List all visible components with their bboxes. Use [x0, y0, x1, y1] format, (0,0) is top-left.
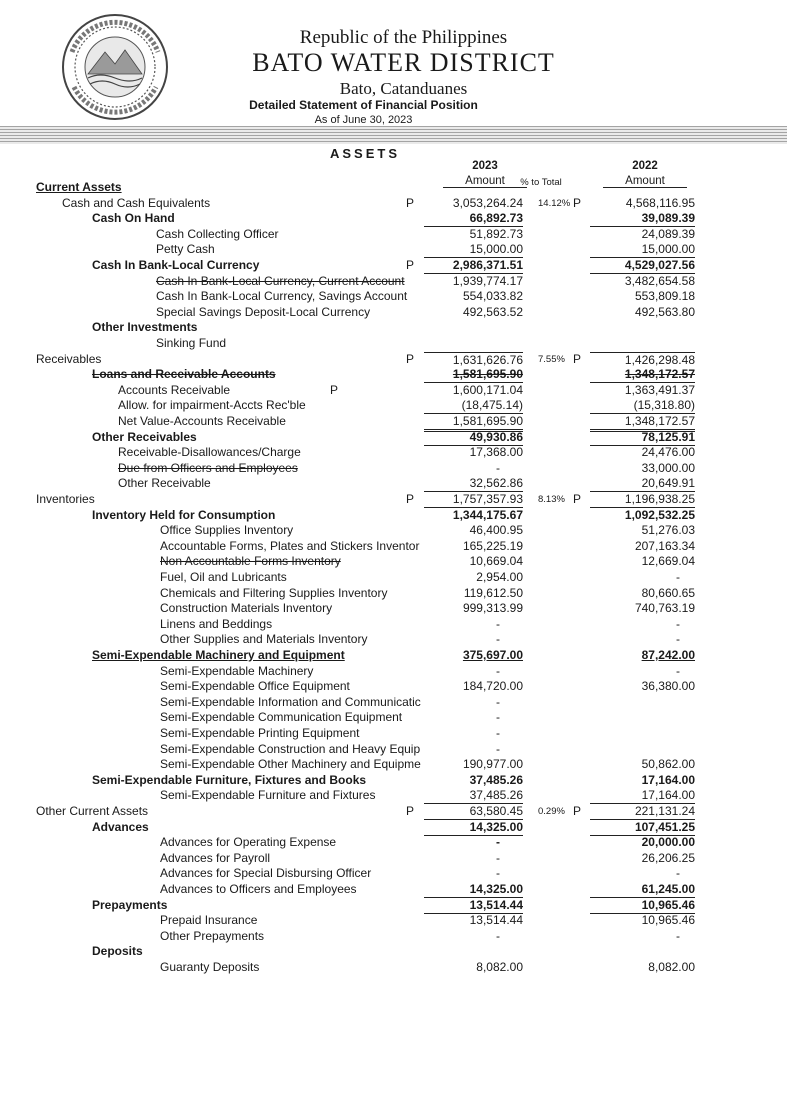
- amount-2023: 1,600,171.04: [452, 382, 523, 397]
- amount-2022: 17,164.00: [590, 788, 695, 804]
- amount-2023: 49,930.86: [424, 430, 523, 446]
- row-label: Cash Collecting Officer: [156, 226, 279, 241]
- amount-2022: -: [676, 632, 680, 647]
- amount-2023: -: [496, 726, 500, 740]
- amount-2023: 1,581,695.90: [424, 367, 523, 383]
- statement-row: [0, 664, 787, 679]
- amount-2022: 17,164.00: [641, 772, 695, 787]
- pct-to-total: 7.55%: [538, 353, 565, 365]
- amount-2023: 63,580.45: [424, 804, 523, 820]
- row-label: Inventory Held for Consumption: [92, 507, 276, 522]
- statement-row: [0, 866, 787, 881]
- amount-2023: 184,720.00: [462, 679, 523, 694]
- statement-row: [0, 757, 787, 772]
- row-label: Other Receivables: [92, 429, 197, 444]
- amount-2023: 37,485.26: [469, 772, 523, 787]
- amount-2022: 4,568,116.95: [625, 195, 695, 210]
- amount-2022: 24,089.39: [641, 226, 695, 241]
- peso-sign-2023: P: [330, 382, 339, 397]
- row-label: Non Accountable Forms Inventory: [160, 554, 341, 569]
- peso-sign-2022: P: [573, 351, 582, 366]
- statement-row: [0, 414, 787, 429]
- statement-row: [0, 258, 787, 273]
- row-label: Fuel, Oil and Lubricants: [160, 570, 287, 584]
- amount-2023: 492,563.52: [462, 304, 523, 319]
- amount-2023: 14,325.00: [424, 882, 523, 898]
- row-label: Semi-Expendable Office Equipment: [160, 679, 350, 694]
- statement-row: [0, 742, 787, 757]
- statement-row: [0, 788, 787, 803]
- statement-row: [0, 648, 787, 663]
- amount-2022: 553,809.18: [634, 289, 695, 304]
- amount-2022: 20,000.00: [641, 835, 695, 850]
- statement-row: [0, 508, 787, 523]
- row-label: Loans and Receivable Accounts: [92, 367, 276, 382]
- pct-to-total-header: % to Total: [520, 177, 562, 188]
- row-label: Inventories: [36, 492, 95, 506]
- amount-2023: 66,892.73: [424, 211, 523, 227]
- statement-row: [0, 944, 787, 959]
- amount-2022: 1,348,172.57: [590, 367, 695, 383]
- statement-row: [0, 398, 787, 413]
- year-2022-header: 2022: [632, 160, 658, 172]
- amount-2022: 20,649.91: [590, 476, 695, 492]
- amount-2023: -: [496, 741, 500, 756]
- amount-2023: -: [496, 866, 500, 881]
- amount-2023: -: [496, 632, 500, 647]
- amount-2023: 51,892.73: [469, 226, 523, 241]
- statement-row: [0, 523, 787, 538]
- row-label: Net Value-Accounts Receivable: [118, 414, 286, 428]
- row-label: Office Supplies Inventory: [160, 523, 294, 538]
- peso-sign-2023: P: [406, 258, 415, 272]
- amount-2022: 33,000.00: [641, 460, 695, 475]
- row-label: Cash In Bank-Local Currency, Current Account: [156, 273, 405, 288]
- amount-2022: 107,451.25: [590, 820, 695, 836]
- amount-2022: 207,163.34: [634, 538, 695, 553]
- amount-2023: -: [496, 616, 500, 631]
- row-label: Semi-Expendable Communication Equipment: [160, 710, 403, 725]
- amount-2023: 1,581,695.90: [424, 414, 523, 432]
- amount-2023: -: [496, 663, 500, 678]
- amount-2023: 13,514.44: [424, 898, 523, 914]
- peso-sign-2023: P: [406, 804, 415, 818]
- row-label: Construction Materials Inventory: [160, 601, 333, 616]
- row-label: Semi-Expendable Machinery: [160, 663, 314, 678]
- amount-2023-header: Amount: [443, 175, 527, 188]
- amount-2023: 1,344,175.67: [452, 507, 523, 522]
- statement-row: [0, 367, 787, 382]
- statement-row: [0, 305, 787, 320]
- amount-2022: -: [676, 663, 680, 678]
- amount-2022: -: [676, 616, 680, 631]
- row-label: Accounts Receivable: [118, 382, 231, 397]
- row-label: Cash On Hand: [92, 211, 175, 226]
- row-label: Receivables: [36, 351, 102, 366]
- amount-2023: 554,033.82: [462, 289, 523, 304]
- amount-2023: 8,082.00: [476, 960, 523, 974]
- statement-row: [0, 929, 787, 944]
- amount-2023: 15,000.00: [424, 242, 523, 258]
- statement-row: [0, 227, 787, 242]
- amount-2023: -: [496, 694, 500, 709]
- row-label: Cash and Cash Equivalents: [62, 195, 211, 210]
- amount-2022: 221,131.24: [590, 804, 695, 820]
- statement-row: [0, 695, 787, 710]
- amount-2023: 32,562.86: [424, 476, 523, 492]
- amount-2023: 190,977.00: [462, 757, 523, 772]
- statement-row: [0, 274, 787, 289]
- amount-2022: 50,862.00: [641, 757, 695, 772]
- amount-2022: (15,318.80): [590, 398, 695, 414]
- row-label: Petty Cash: [156, 242, 215, 257]
- statement-row: [0, 820, 787, 835]
- amount-2023: 165,225.19: [462, 538, 523, 553]
- amount-2023: 1,631,626.76: [424, 352, 523, 368]
- statement-row: [0, 445, 787, 460]
- amount-2023: -: [496, 835, 500, 850]
- amount-2022: 1,426,298.48: [590, 352, 695, 368]
- amount-2023: 13,514.44: [469, 913, 523, 928]
- row-label: Chemicals and Filtering Supplies Inventory: [160, 585, 388, 600]
- peso-sign-2022: P: [573, 804, 582, 818]
- statement-row: [0, 196, 787, 211]
- row-label: Semi-Expendable Furniture, Fixtures and Books: [92, 772, 367, 787]
- amount-2022: 15,000.00: [590, 242, 695, 258]
- peso-sign-2023: P: [406, 195, 415, 210]
- statement-row: [0, 289, 787, 304]
- amount-2023: 2,954.00: [476, 570, 523, 584]
- amount-2023: 375,697.00: [462, 648, 523, 662]
- amount-2023: 999,313.99: [462, 601, 523, 616]
- header-country: Republic of the Philippines: [299, 27, 508, 48]
- amount-2023: -: [496, 460, 500, 475]
- row-label: Semi-Expendable Construction and Heavy Equip: [160, 741, 421, 756]
- pct-to-total: 14.12%: [538, 197, 571, 209]
- statement-title: Detailed Statement of Financial Position: [249, 98, 478, 112]
- statement-row: [0, 960, 787, 975]
- peso-sign-2023: P: [406, 351, 415, 366]
- row-label: Cash In Bank-Local Currency: [92, 258, 260, 272]
- row-label: Prepaid Insurance: [160, 913, 258, 928]
- statement-row: [0, 804, 787, 819]
- statement-row: [0, 835, 787, 850]
- statement-row: [0, 882, 787, 897]
- amount-2023: 10,669.04: [469, 554, 523, 569]
- row-label: Guaranty Deposits: [160, 960, 260, 974]
- statement-row: [0, 180, 787, 195]
- row-label: Other Investments: [92, 320, 198, 335]
- statement-row: [0, 851, 787, 866]
- row-label: Advances to Officers and Employees: [160, 882, 357, 896]
- peso-sign-2023: P: [406, 492, 415, 506]
- amount-2023: (18,475.14): [424, 398, 523, 414]
- amount-2022: 12,669.04: [641, 554, 695, 569]
- amount-2023: 1,757,357.93: [424, 492, 523, 508]
- statement-row: [0, 476, 787, 491]
- statement-row: [0, 617, 787, 632]
- amount-2022: 1,092,532.25: [624, 507, 695, 522]
- statement-row: [0, 461, 787, 476]
- row-label: Linens and Beddings: [160, 616, 273, 631]
- statement-row: [0, 336, 787, 351]
- amount-2022: -: [676, 570, 680, 584]
- statement-row: [0, 601, 787, 616]
- amount-2022: 492,563.80: [634, 304, 695, 319]
- statement-row: [0, 773, 787, 788]
- row-label: Semi-Expendable Information and Communicatic: [160, 694, 421, 709]
- amount-2023: 17,368.00: [469, 445, 523, 460]
- amount-2023: -: [496, 710, 500, 725]
- amount-2023: 1,939,774.17: [452, 273, 523, 288]
- statement-row: [0, 913, 787, 928]
- row-label: Semi-Expendable Machinery and Equipment: [92, 648, 345, 662]
- amount-2022-header: Amount: [603, 175, 687, 188]
- amount-2022: 3,482,654.58: [624, 273, 695, 288]
- row-label: Other Supplies and Materials Inventory: [160, 632, 368, 647]
- amount-2022: -: [676, 928, 680, 943]
- statement-row: [0, 570, 787, 585]
- amount-2022: 78,125.91: [590, 430, 695, 446]
- amount-2022: 740,763.19: [634, 601, 695, 616]
- amount-2022: -: [676, 866, 680, 881]
- amount-2023: 2,986,371.51: [424, 258, 523, 274]
- statement-row: [0, 539, 787, 554]
- amount-2022: 87,242.00: [641, 648, 695, 662]
- row-label: Cash In Bank-Local Currency, Savings Account: [156, 289, 408, 304]
- pct-to-total: 0.29%: [538, 806, 565, 817]
- row-label: Deposits: [92, 944, 143, 959]
- row-label: Allow. for impairment-Accts Rec'ble: [118, 398, 306, 413]
- statement-row: [0, 726, 787, 741]
- row-label: Advances for Operating Expense: [160, 835, 337, 850]
- row-label: Special Savings Deposit-Local Currency: [156, 304, 371, 319]
- amount-2022: 80,660.65: [641, 585, 695, 600]
- row-label: Semi-Expendable Furniture and Fixtures: [160, 788, 376, 803]
- amount-2022: 1,363,491.37: [624, 382, 695, 397]
- amount-2023: 119,612.50: [463, 585, 523, 600]
- peso-sign-2022: P: [573, 195, 582, 210]
- row-label: Prepayments: [92, 897, 168, 912]
- statement-row: [0, 632, 787, 647]
- amount-2022: 61,245.00: [590, 882, 695, 898]
- amount-2023: -: [496, 850, 500, 865]
- amount-2022: 1,348,172.57: [590, 414, 695, 432]
- statement-row: [0, 554, 787, 569]
- row-label: Semi-Expendable Printing Equipment: [160, 726, 360, 740]
- amount-2022: 4,529,027.56: [590, 258, 695, 274]
- statement-row: [0, 430, 787, 445]
- header-town: Bato, Catanduanes: [339, 79, 468, 98]
- statement-row: [0, 383, 787, 398]
- row-label: Other Current Assets: [36, 804, 149, 818]
- statement-row: [0, 898, 787, 913]
- amount-2022: 36,380.00: [641, 679, 695, 694]
- row-label: Other Prepayments: [160, 928, 265, 943]
- peso-sign-2022: P: [573, 492, 582, 506]
- statement-row: [0, 352, 787, 367]
- amount-2023: 14,325.00: [424, 820, 523, 836]
- row-label: Advances: [92, 819, 149, 834]
- amount-2023: 46,400.95: [469, 523, 523, 538]
- row-label: Advances for Special Disbursing Officer: [160, 866, 372, 881]
- statement-date: As of June 30, 2023: [314, 114, 413, 126]
- statement-row: [0, 320, 787, 335]
- statement-row: [0, 242, 787, 257]
- section-heading: ASSETS: [330, 146, 401, 161]
- row-label: Current Assets: [36, 180, 122, 194]
- row-label: Advances for Payroll: [160, 850, 271, 865]
- statement-row: [0, 492, 787, 507]
- row-label: Sinking Fund: [156, 336, 227, 350]
- amount-2022: 51,276.03: [641, 523, 695, 538]
- amount-2023: -: [496, 928, 500, 943]
- statement-row: [0, 211, 787, 226]
- row-label: Other Receivable: [118, 476, 211, 491]
- row-label: Accountable Forms, Plates and Stickers Inventor: [160, 538, 420, 553]
- header-agency-name: BATO WATER DISTRICT: [252, 48, 555, 77]
- row-label: Due from Officers and Employees: [118, 460, 298, 475]
- amount-2022: 1,196,938.25: [590, 492, 695, 508]
- statement-row: [0, 710, 787, 725]
- amount-2022: 10,965.46: [641, 913, 695, 928]
- amount-2022: 8,082.00: [648, 960, 695, 974]
- amount-2023: 3,053,264.24: [452, 195, 523, 210]
- year-2023-header: 2023: [472, 160, 498, 172]
- amount-2023: 37,485.26: [424, 788, 523, 804]
- amount-2022: 10,965.46: [590, 898, 695, 914]
- amount-2022: 26,206.25: [641, 850, 695, 865]
- statement-row: [0, 679, 787, 694]
- statement-row: [0, 586, 787, 601]
- row-label: Semi-Expendable Other Machinery and Equipme: [160, 757, 421, 772]
- pct-to-total: 8.13%: [538, 494, 565, 505]
- row-label: Receivable-Disallowances/Charge: [118, 445, 301, 460]
- amount-2022: 39,089.39: [590, 211, 695, 227]
- amount-2022: 24,476.00: [641, 445, 695, 460]
